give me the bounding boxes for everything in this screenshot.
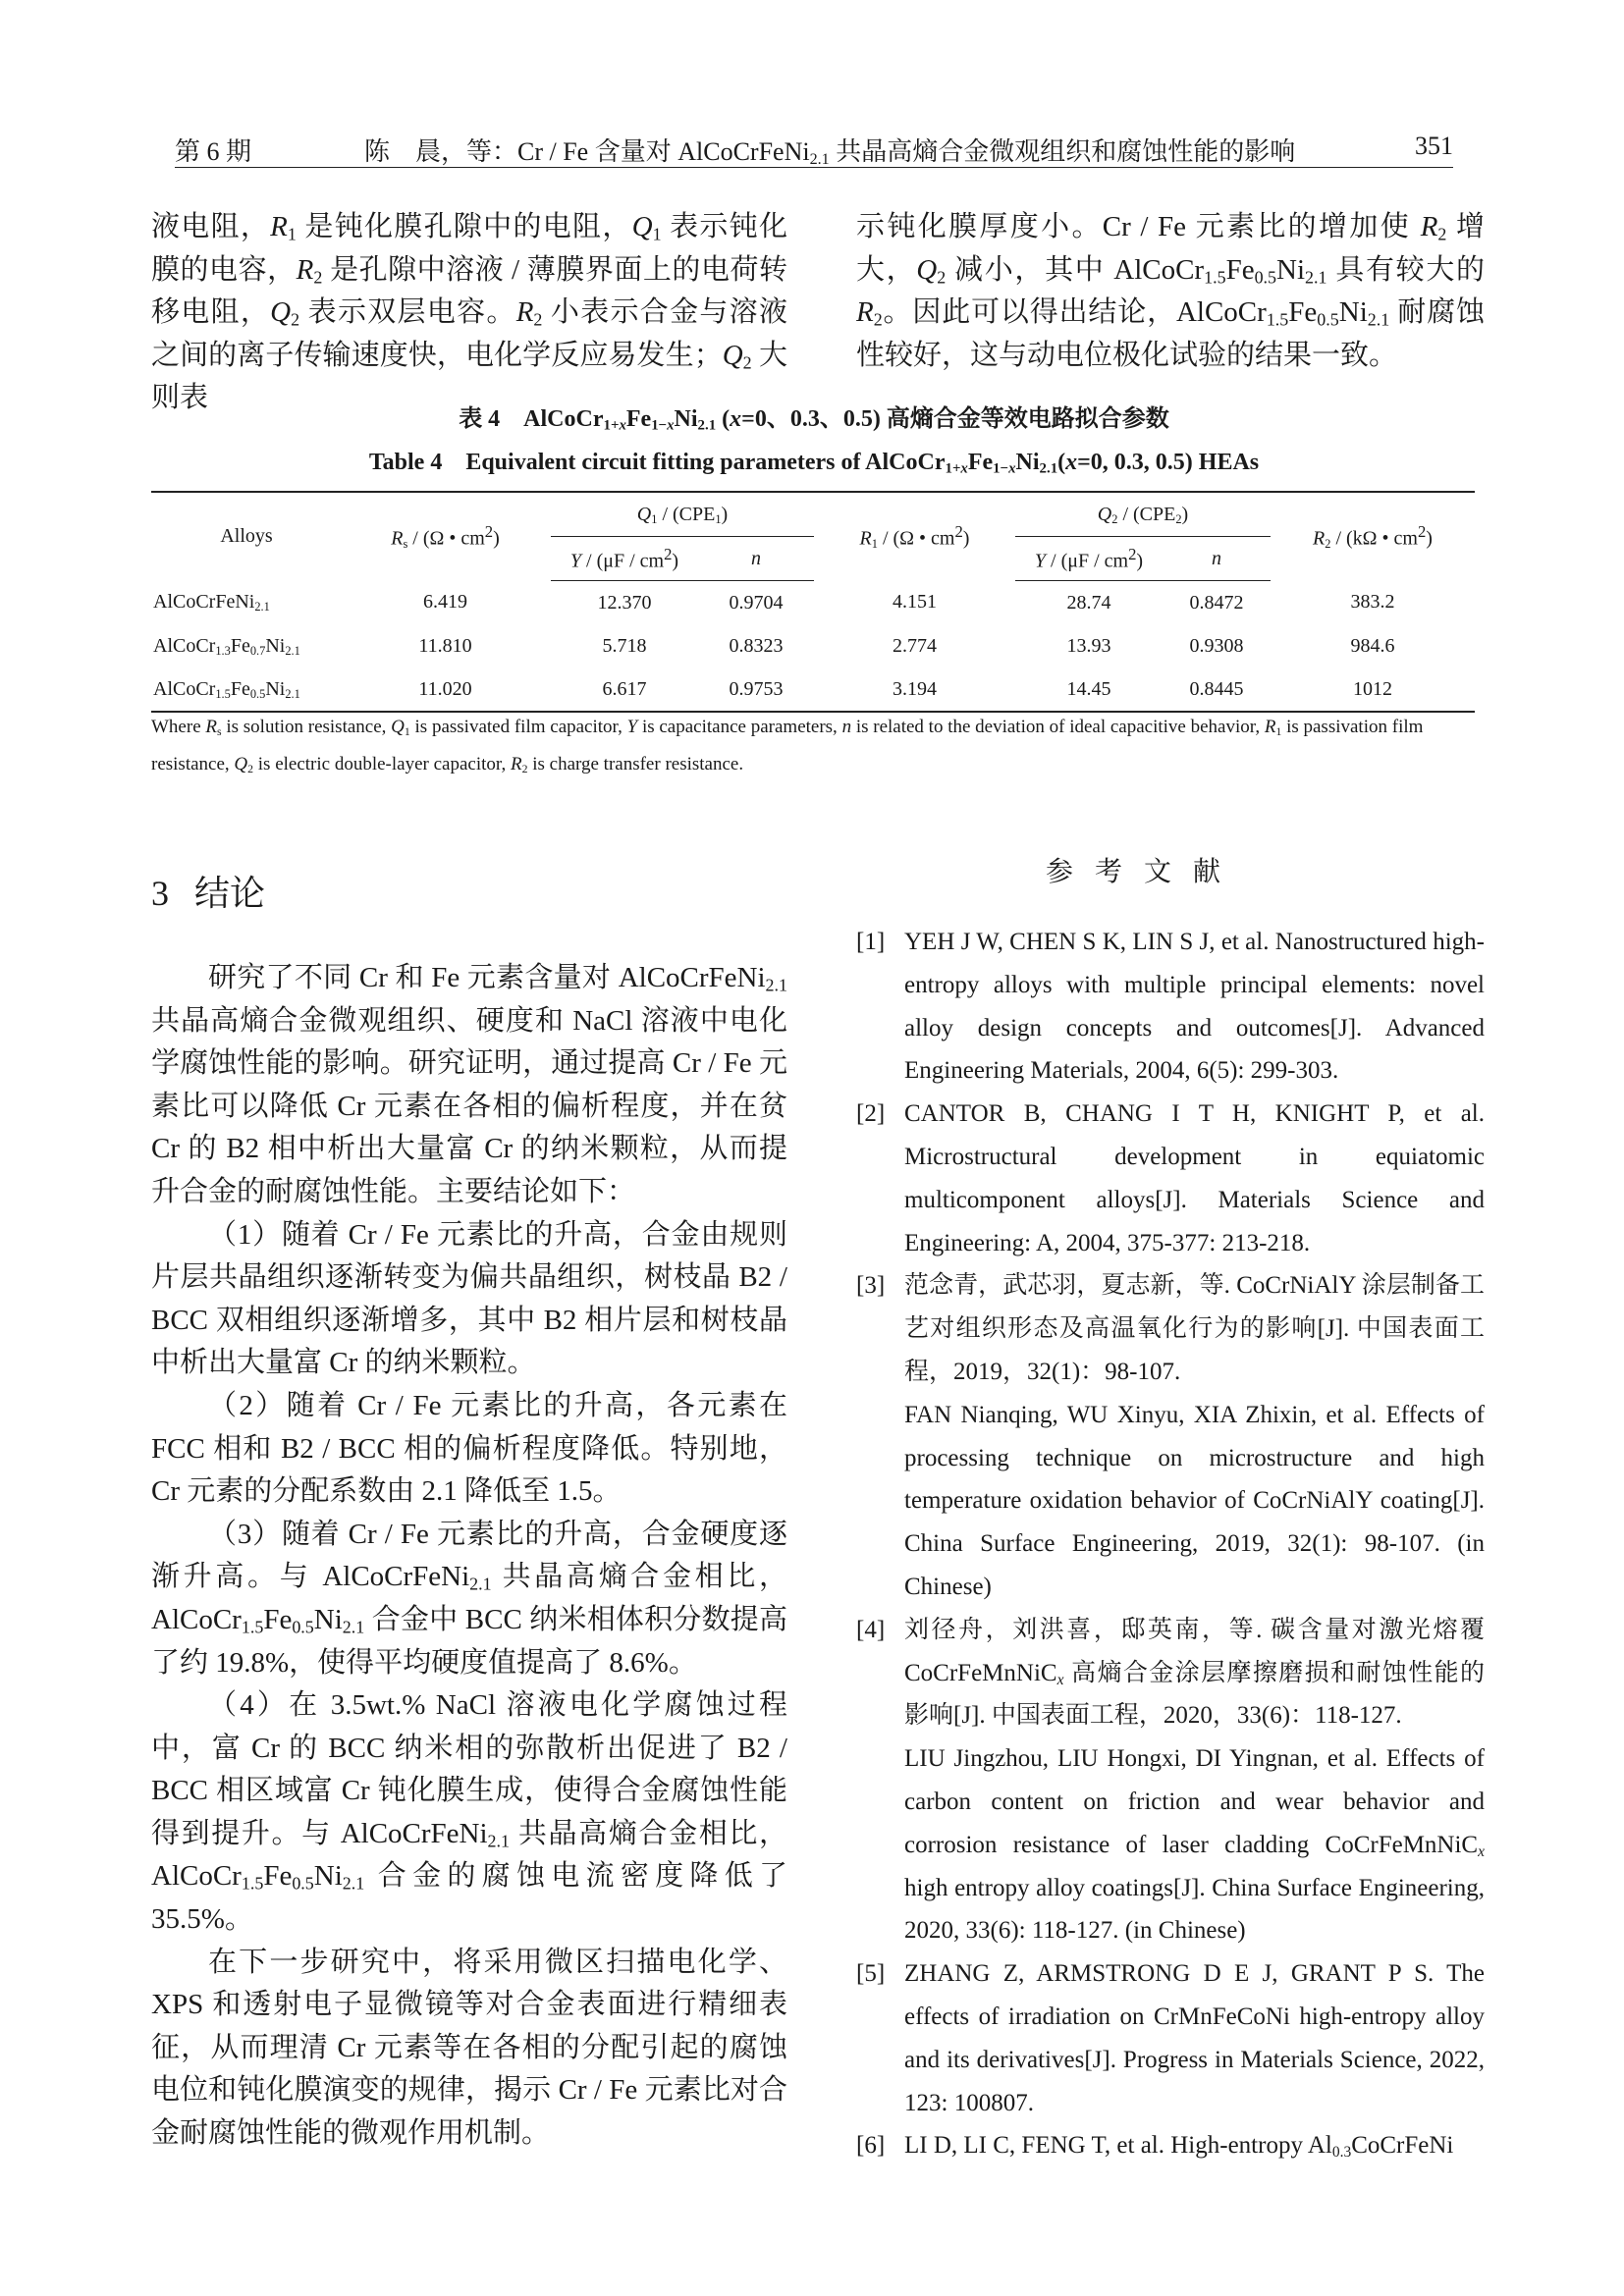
reference-number: [4]	[856, 1616, 886, 1643]
future-work-paragraph: 在下一步研究中，将采用微区扫描电化学、XPS 和透射电子显微镜等对合金表面进行精细表征，从而理清 Cr 元素等在各相的分配引起的腐蚀电位和钝化膜演变的规律，揭示 Cr / Fe 元素比对合金耐腐蚀性能的微观作用机制。	[151, 1946, 787, 2150]
cell-n2: 0.9308	[1189, 634, 1244, 657]
reference-item	[856, 1264, 1485, 1608]
conclusion-item-3: （3）随着 Cr / Fe 元素比的升高，合金硬度逐渐升高。与 AlCoCrFeNi$_{2.1}$ 共晶高熵合金相比，$AlCoCr_{1.5}Fe_{0.5}Ni_{2.1}$ 合金中 BCC 纳米相体积分数提高了约 19.8%，使得平均硬度值提高了 8.6%。	[151, 1518, 787, 1679]
cell-rs: 11.810	[418, 634, 472, 657]
th-q2: $Q_2 / (CPE_2)$	[1015, 492, 1271, 537]
reference-text: 范念青，武芯羽，夏志新，等. CoCrNiAlY 涂层制备工艺对组织形态及高温氧化行为的影响[J]. 中国表面工程，2019，32(1)：98-107.	[904, 1272, 1485, 1385]
reference-text: YEH J W, CHEN S K, LIN S J, et al. Nanostructured high-entropy alloys with multiple principal elements: novel alloy design concepts and outcomes[J]. Advanced Engineering Materials, 2004, 6(5): 299-303.	[904, 929, 1485, 1085]
cell-r2: 1012	[1271, 667, 1475, 712]
conclusion-body	[151, 957, 787, 2156]
cell-y2: 13.93	[1066, 634, 1111, 657]
section-title: 结论	[194, 874, 266, 913]
cell-r2: 984.6	[1350, 634, 1395, 657]
conclusion-item-4: （4）在 3.5wt.% NaCl 溶液电化学腐蚀过程中，富 Cr 的 BCC 纳米相的弥散析出促进了 B2 / BCC 相区域富 Cr 钝化膜生成，使得合金腐蚀性能得到提升。与 AlCoCrFeNi$_{2.1}$ 共晶高熵合金相比，$AlCoCr_{1.5}Fe_{0.5}Ni_{2.1}$ 合金的腐蚀电流密度降低了 35.5%。	[151, 1689, 787, 1936]
top-right-paragraph: 示钝化膜厚度小。Cr / Fe 元素比的增加使 $R_2$ 增大，$Q_2$ 减小，其中 $AlCoCr_{1.5}Fe_{0.5}Ni_{2.1}$ 具有较大的 $R_2$。因此可以得出结论，$AlCoCr_{1.5}Fe_{0.5}Ni_{2.1}$ 耐腐蚀性较好，这与动电位极化试验的结果一致。	[856, 211, 1485, 371]
cell-rs: 6.419	[423, 591, 467, 614]
cell-y1: 6.617	[551, 667, 698, 712]
table-row	[151, 581, 1475, 625]
reference-text: CANTOR B, CHANG I T H, KNIGHT P, et al. Microstructural development in equiatomic multicomponent alloys[J]. Materials Science and Engineering: A, 2004, 375-377: 213-218.	[904, 1100, 1485, 1256]
reference-number: [6]	[856, 2132, 886, 2160]
cell-y1: 5.718	[602, 634, 647, 657]
header-rule	[175, 167, 1453, 168]
reference-item	[856, 921, 1485, 1093]
conclusion-paragraph: 研究了不同 Cr 和 Fe 元素含量对 AlCoCrFeNi$_{2.1}$ 共晶高熵合金微观组织、硬度和 NaCl 溶液中电化学腐蚀性能的影响。研究证明，通过提高 Cr / Fe 元素比可以降低 Cr 元素在各相的偏析程度，并在贫 Cr 的 B2 相中析出大量富 Cr 的纳米颗粒，从而提升合金的耐腐蚀性能。主要结论如下：	[151, 962, 787, 1207]
table-note: Where $R_s$ is solution resistance, $Q_1$ is passivated film capacitor, Y is capacitance parameters, n is related to the deviation of ideal capacitive behavior, $R_1$ is passivation film resistance, $Q_2$ is electric double-layer capacitor, $R_2$ is charge transfer resistance.	[151, 717, 1424, 775]
cell-y2: 28.74	[1066, 591, 1111, 614]
th-alloys: Alloys	[151, 492, 340, 581]
cell-n1: 0.9753	[698, 667, 814, 712]
th-y1: Y / $(\mu F / cm^2)$	[551, 537, 698, 581]
running-header	[175, 126, 1453, 169]
cell-n1: 0.8323	[729, 634, 784, 657]
cell-r1: 2.774	[893, 634, 937, 657]
th-n1: n	[698, 537, 814, 581]
reference-text: LIU Jingzhou, LIU Hongxi, DI Yingnan, et al. Effects of carbon content on friction and wear behavior and corrosion resistance of laser cladding CoCrFeMnNiC$_x$ high entropy alloy coatings[J]. China Surface Engineering, 2020, 33(6): 118-127. (in Chinese)	[904, 1745, 1485, 1945]
reference-number: [1]	[856, 929, 886, 955]
reference-text: LI D, LI C, FENG T, et al. High-entropy $Al_{0.3}CoCrFeNi$	[904, 2132, 1454, 2162]
cell-y2: 14.45	[1015, 667, 1163, 712]
conclusion-item-1: （1）随着 Cr / Fe 元素比的升高，合金由规则片层共晶组织逐渐转变为偏共晶组织，树枝晶 B2 / BCC 双相组织逐渐增多，其中 B2 相片层和树枝晶中析出大量富 Cr 的纳米颗粒。	[151, 1218, 787, 1379]
cell-rs: 11.020	[340, 667, 551, 712]
reference-item	[856, 1952, 1485, 2124]
conclusion-item-2: （2）随着 Cr / Fe 元素比的升高，各元素在 FCC 相和 B2 / BCC 相的偏析程度降低。特别地，Cr 元素的分配系数由 2.1 降低至 1.5。	[151, 1389, 787, 1508]
th-r2: $R_2 / (k\Omega$ • $cm^2$)	[1271, 492, 1475, 581]
reference-number: [5]	[856, 1960, 886, 1988]
reference-text: ZHANG Z, ARMSTRONG D E J, GRANT P S. The effects of irradiation on CrMnFeCoNi high-entropy alloy and its derivatives[J]. Progress in Materials Science, 2022, 123: 100807.	[904, 1960, 1485, 2116]
th-r1: $R_1 / (\Omega$ • $cm^2$)	[814, 492, 1015, 581]
cell-n1: 0.9704	[729, 591, 784, 614]
cell-n2: 0.8472	[1189, 591, 1244, 614]
cell-alloy: AlCoCrFeNi$_{2.1}$	[153, 591, 270, 614]
page-number: 351	[1415, 132, 1453, 160]
th-n2: n	[1163, 537, 1271, 581]
table-row	[151, 667, 1475, 712]
top-left-paragraph: 液电阻，$R_1$ 是钝化膜孔隙中的电阻，$Q_1$ 表示钝化膜的电容，$R_2$ 是孔隙中溶液 / 薄膜界面上的电荷转移电阻，$Q_2$ 表示双层电容。$R_2$ 小表示合金与溶液之间的离子传输速度快，电化学反应易发生；$Q_2$ 大则表	[151, 211, 787, 414]
reference-text: FAN Nianqing, WU Xinyu, XIA Zhixin, et al. Effects of processing technique on microstructure and high temperature oxidation behavior of CoCrNiAlY coating[J]. China Surface Engineering, 2019, 32(1): 98-107. (in Chinese)	[904, 1401, 1485, 1600]
section-heading	[151, 866, 265, 916]
section-number: 3	[151, 874, 169, 913]
reference-text: 刘径舟，刘洪喜，邸英南，等. 碳含量对激光熔覆 CoCrFeMnNiC$_x$ 高熵合金涂层摩擦磨损和耐蚀性能的影响[J]. 中国表面工程，2020，33(6)：118-127.	[904, 1616, 1485, 1730]
th-rs: $R_s / (\Omega$ • $cm^2$)	[340, 492, 551, 581]
th-q1: $Q_1 / (CPE_1)$	[551, 492, 814, 537]
cell-alloy: $AlCoCr_{1.5}Fe_{0.5}Ni_{2.1}$	[151, 667, 340, 712]
reference-number: [3]	[856, 1272, 886, 1300]
cell-alloy: $AlCoCr_{1.3}Fe_{0.7}Ni_{2.1}$	[153, 634, 300, 658]
cell-r1: 4.151	[893, 591, 937, 614]
th-y2: Y / $(\mu F / cm^2)$	[1015, 537, 1163, 581]
reference-number: [2]	[856, 1100, 886, 1128]
running-title: 陈 晨，等：Cr / Fe 含量对 AlCoCrFeNi$_{2.1}$ 共晶高熵合金微观组织和腐蚀性能的影响	[364, 137, 1296, 169]
table-header-row-1	[151, 492, 1475, 537]
cell-r2: 383.2	[1350, 591, 1395, 614]
references-title: 参考文献	[1045, 857, 1242, 887]
issue-number: 第 6 期	[175, 137, 252, 166]
cell-y1: 12.370	[597, 591, 652, 614]
cell-n2: 0.8445	[1163, 667, 1271, 712]
reference-item	[856, 1093, 1485, 1264]
fitting-parameters-table	[151, 491, 1475, 713]
reference-item	[856, 1609, 1485, 1952]
table-caption-cn: 表 4 $AlCoCr_{1+x}Fe_{1-x}Ni_{2.1}$ (x=0、0.3、0.5) 高熵合金等效电路拟合参数	[459, 406, 1169, 434]
reference-item	[856, 2124, 1485, 2167]
table-caption-en: Table 4 Equivalent circuit fitting parameters of $AlCoCr_{1+x}Fe_{1-x}Ni_{2.1}(x=0$, 0.3, 0.5) HEAs	[368, 450, 1260, 477]
table-row	[151, 624, 1475, 667]
references-list	[856, 921, 1485, 2167]
cell-r1: 3.194	[814, 667, 1015, 712]
